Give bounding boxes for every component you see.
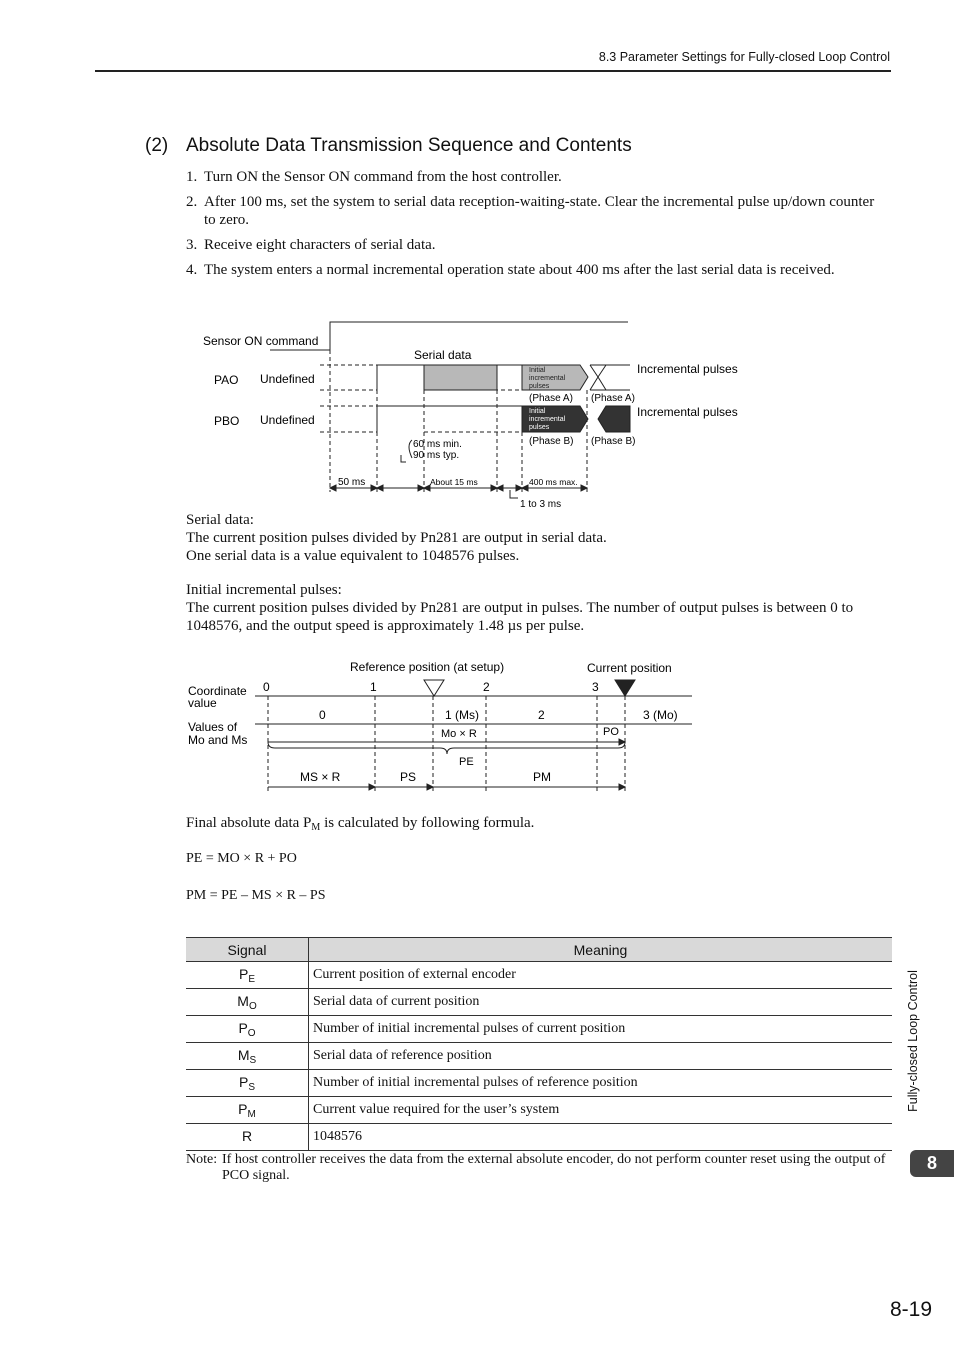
phase-a-label: (Phase A) [591,393,635,404]
initial-label: incremental [529,416,566,423]
meaning-cell: 1048576 [309,1124,893,1151]
coordinate-label: Coordinate [188,684,247,698]
note [186,1152,892,1184]
column-header: Meaning [309,938,893,962]
reference-position-marker [424,680,444,696]
value-tick: 3 (Mo) [643,708,678,722]
t15-label: About 15 ms [430,477,478,487]
meaning-cell: Current value required for the user’s system [309,1097,893,1124]
note-label: Note: [186,1152,218,1167]
initial-text: The current position pulses divided by Pn281 are output in pulses. The number of output pulses is between 0 to 1048576, and the output speed is approximately 1.48 µs per pulse. [186,600,854,634]
incremental-pulses-b [598,406,630,432]
timing-diagram [0,0,954,520]
signal-symbol: M [237,1046,250,1063]
t50-label: 50 ms [338,477,366,488]
signal-cell [186,1070,309,1097]
phase-b-label: (Phase B) [591,436,636,447]
table-row [186,1016,892,1043]
initial-label: incremental [529,375,566,382]
initial-label: Initial [529,408,546,415]
step-number: 4. [186,262,198,278]
meaning-cell: Current position of external encoder [309,962,893,989]
column-header: Signal [186,938,309,962]
initial-title: Initial incremental pulses: [186,582,342,598]
phase-b-label: (Phase B) [529,436,574,447]
meaning-cell: Serial data of reference position [309,1043,893,1070]
step-text: After 100 ms, set the system to serial data reception-waiting-state. Clear the incremental pulse up/down counter to zero. [204,194,875,228]
signal-symbol: R [241,1127,253,1144]
signal-symbol: P [238,1019,248,1036]
signal-cell [186,1016,309,1043]
table-row [186,1043,892,1070]
meaning-cell: Number of initial incremental pulses of reference position [309,1070,893,1097]
step-number: 2. [186,194,198,210]
chapter-side-label [902,958,924,1124]
incremental-pulses-label: Incremental pulses [637,362,738,376]
formula-pm: PM = PE – MS × R – PS [186,888,326,903]
ms-r-label: MS × R [300,770,341,784]
coordinate-tick: 3 [592,680,599,694]
t1to3-label: 1 to 3 ms [520,499,562,510]
signal-subscript: E [248,973,255,985]
table-row [186,989,892,1016]
serial-line: One serial data is a value equivalent to 1048576 pulses. [186,548,520,564]
step-text: Turn ON the Sensor ON command from the host controller. [204,169,562,185]
serial-data-block [424,365,497,390]
coordinate-label: value [188,696,217,710]
table-body [186,962,892,1151]
incremental-pulses-a [590,365,630,390]
sensor-on-waveform [270,322,628,350]
current-position-marker [615,680,635,696]
t60-label: 60 ms min. [413,439,462,450]
step-number: 1. [186,169,198,185]
table-header-row [186,938,892,962]
signal-subscript: O [247,1027,256,1039]
values-label: Values of [188,720,238,734]
initial-label: pulses [529,424,550,431]
chapter-tab: 8 [910,1150,954,1177]
mo-r-label: Mo × R [441,728,477,740]
current-position-label: Current position [587,661,672,675]
values-label: Mo and Ms [188,733,248,747]
value-tick: 1 (Ms) [445,708,479,722]
running-header: 8.3 Parameter Settings for Fully-closed Loop Control [598,50,890,64]
signal-symbol: P [238,1100,248,1117]
coordinate-tick: 1 [370,680,377,694]
initial-label: pulses [529,383,550,390]
signal-cell [186,1097,309,1124]
pao-waveform [377,365,424,390]
meaning-cell: Number of initial incremental pulses of current position [309,1016,893,1043]
step-text: The system enters a normal incremental operation state about 400 ms after the last serial data is received. [204,262,835,278]
coordinate-tick: 2 [483,680,490,694]
signal-table [186,937,892,1151]
note-text: If host controller receives the data from the external absolute encoder, do not perform counter reset using the output of PCO signal. [222,1152,886,1183]
initial-pulses-description [186,581,886,635]
signal-subscript: S [249,1054,257,1066]
t400-label: 400 ms max. [529,477,578,487]
undefined-label: Undefined [260,413,315,427]
signal-subscript: S [248,1081,255,1093]
phase-a-label: (Phase A) [529,393,573,404]
section-title-text: Absolute Data Transmission Sequence and Contents [186,135,632,156]
incremental-pulses-label: Incremental pulses [637,405,738,419]
ps-label: PS [400,770,417,784]
coordinate-tick: 0 [263,680,270,694]
signal-symbol: P [238,1073,249,1090]
pm-label: PM [533,770,551,784]
pbo-label: PBO [214,414,240,428]
serial-data-description [186,511,886,565]
serial-line: The current position pulses divided by Pn281 are output in serial data. [186,530,607,546]
value-tick: 0 [319,708,326,722]
signal-subscript: O [248,1000,257,1012]
po-label: PO [603,726,619,738]
step-text: Receive eight characters of serial data. [204,237,436,253]
pe-label: PE [459,756,474,768]
section-number: (2) [145,135,169,156]
coordinate-diagram [0,650,954,810]
formula-pe: PE = MO × R + PO [186,851,297,866]
undefined-label: Undefined [260,372,315,386]
signal-cell [186,1124,309,1151]
signal-subscript: M [247,1108,256,1120]
signal-cell [186,1043,309,1070]
formula-intro [186,815,534,833]
table-row [186,1070,892,1097]
serial-title: Serial data: [186,512,254,528]
pe-brace [268,742,625,754]
t90-label: 90 ms typ. [413,450,460,461]
table-row [186,1097,892,1124]
page-number: 8-19 [889,1298,932,1321]
initial-label: Initial [529,367,546,374]
signal-cell [186,962,309,989]
meaning-cell: Serial data of current position [309,989,893,1016]
reference-position-label: Reference position (at setup) [350,660,505,674]
pao-label: PAO [214,373,239,387]
formula-intro-sub: M [311,822,321,833]
chapter-side-text: Fully-closed Loop Control [906,970,920,1112]
table-row [186,962,892,989]
step-number: 3. [186,237,198,253]
formula-intro-text: is calculated by following formula. [320,815,535,831]
pbo-waveform [377,406,424,432]
value-tick: 2 [538,708,545,722]
serial-data-label: Serial data [414,348,472,362]
signal-symbol: M [237,992,249,1009]
formula-intro-text: Final absolute data P [186,815,312,831]
sensor-on-label: Sensor ON command [203,334,319,348]
signal-cell [186,989,309,1016]
signal-symbol: P [238,965,249,982]
table-row [186,1124,892,1151]
